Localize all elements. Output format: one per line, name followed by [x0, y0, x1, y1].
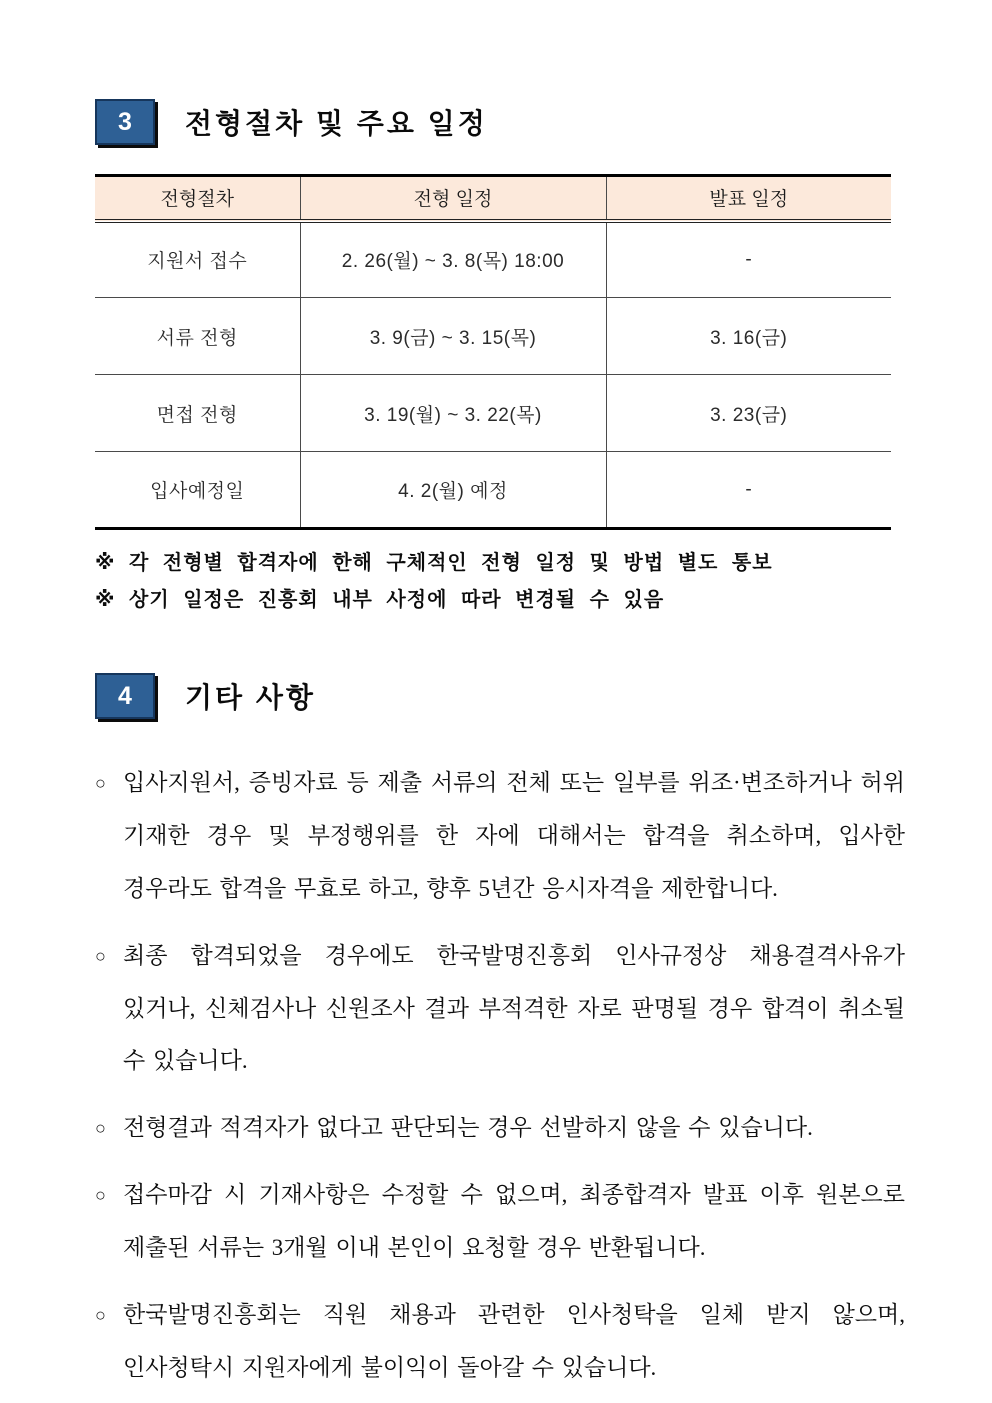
- section4-title: 기타 사항: [185, 682, 316, 713]
- schedule-table: [95, 174, 891, 530]
- note-line: ※ 상기 일정은 진흥회 내부 사정에 따라 변경될 수 있음: [95, 589, 665, 611]
- schedule-table-header-row: [95, 176, 891, 221]
- table-cell: 3. 23(금): [606, 375, 891, 452]
- bullet-item: [95, 1289, 905, 1395]
- bullet-marker: ○: [95, 1305, 106, 1326]
- table-row: [95, 221, 891, 298]
- bullet-text: 최종 합격되었을 경우에도 한국발명진흥회 인사규정상 채용결격사유가 있거나, 신체검사나 신원조사 결과 부적격한 자로 판명될 경우 합격이 취소될 수 있습니다.: [123, 942, 905, 1074]
- table-cell: 3. 9(금) ~ 3. 15(목): [300, 298, 606, 375]
- bullet-item: [95, 930, 905, 1089]
- section3-number: 3: [118, 107, 132, 136]
- bullet-marker: ○: [95, 773, 106, 793]
- bullet-marker: ○: [95, 1118, 106, 1139]
- bullet-text: 전형결과 적격자가 없다고 판단되는 경우 선발하지 않을 수 있습니다.: [123, 1115, 813, 1141]
- table-cell: -: [606, 221, 891, 298]
- section4-number: 4: [118, 681, 132, 710]
- table-row: [95, 452, 891, 529]
- section4-header: [95, 671, 905, 721]
- bullet-marker: ○: [95, 945, 106, 966]
- table-row: [95, 375, 891, 452]
- bullet-marker: ○: [95, 1185, 106, 1206]
- section3-header: [95, 97, 905, 147]
- table-cell: 입사예정일: [150, 481, 245, 502]
- table-cell: -: [606, 452, 891, 529]
- bullet-item: [95, 1102, 905, 1155]
- bullet-list: [95, 757, 905, 1395]
- note-line: ※ 각 전형별 합격자에 한해 구체적인 전형 일정 및 방법 별도 통보: [95, 552, 773, 574]
- table-cell: 면접 전형: [95, 375, 300, 452]
- bullet-item: [95, 1169, 905, 1275]
- table-notes: [95, 545, 905, 619]
- table-header-schedule: 전형 일정: [300, 176, 606, 221]
- table-header-announcement: 발표 일정: [606, 176, 891, 221]
- bullet-item: [95, 757, 905, 916]
- table-cell: 4. 2(월) 예정: [300, 452, 606, 529]
- table-cell: 3. 16(금): [606, 298, 891, 375]
- table-cell: 3. 19(월) ~ 3. 22(목): [300, 375, 606, 452]
- table-cell: 서류 전형: [95, 298, 300, 375]
- section3-title: 전형절차 및 주요 일정: [185, 108, 488, 139]
- bullet-text: 한국발명진흥회는 직원 채용과 관련한 인사청탁을 일체 받지 않으며, 인사청탁시 지원자에게 불이익이 돌아갈 수 있습니다.: [123, 1302, 905, 1381]
- bullet-text: 입사지원서, 증빙자료 등 제출 서류의 전체 또는 일부를 위조·변조하거나 허위 기재한 경우 및 부정행위를 한 자에 대해서는 합격을 취소하며, 입사한 경우라도 합격을 무효로 하고, 향후 5년간 응시자격을 제한합니다.: [123, 770, 905, 901]
- section3-number-badge: [95, 99, 155, 145]
- bullet-text: 접수마감 시 기재사항은 수정할 수 없으며, 최종합격자 발표 이후 원본으로 제출된 서류는 3개월 이내 본인이 요청할 경우 반환됩니다.: [123, 1182, 905, 1261]
- table-cell: 2. 26(월) ~ 3. 8(목) 18:00: [300, 221, 606, 298]
- table-cell: 지원서 접수: [95, 221, 300, 298]
- table-row: [95, 298, 891, 375]
- table-header-procedure: 전형절차: [95, 176, 300, 221]
- section4-number-badge: [95, 673, 155, 719]
